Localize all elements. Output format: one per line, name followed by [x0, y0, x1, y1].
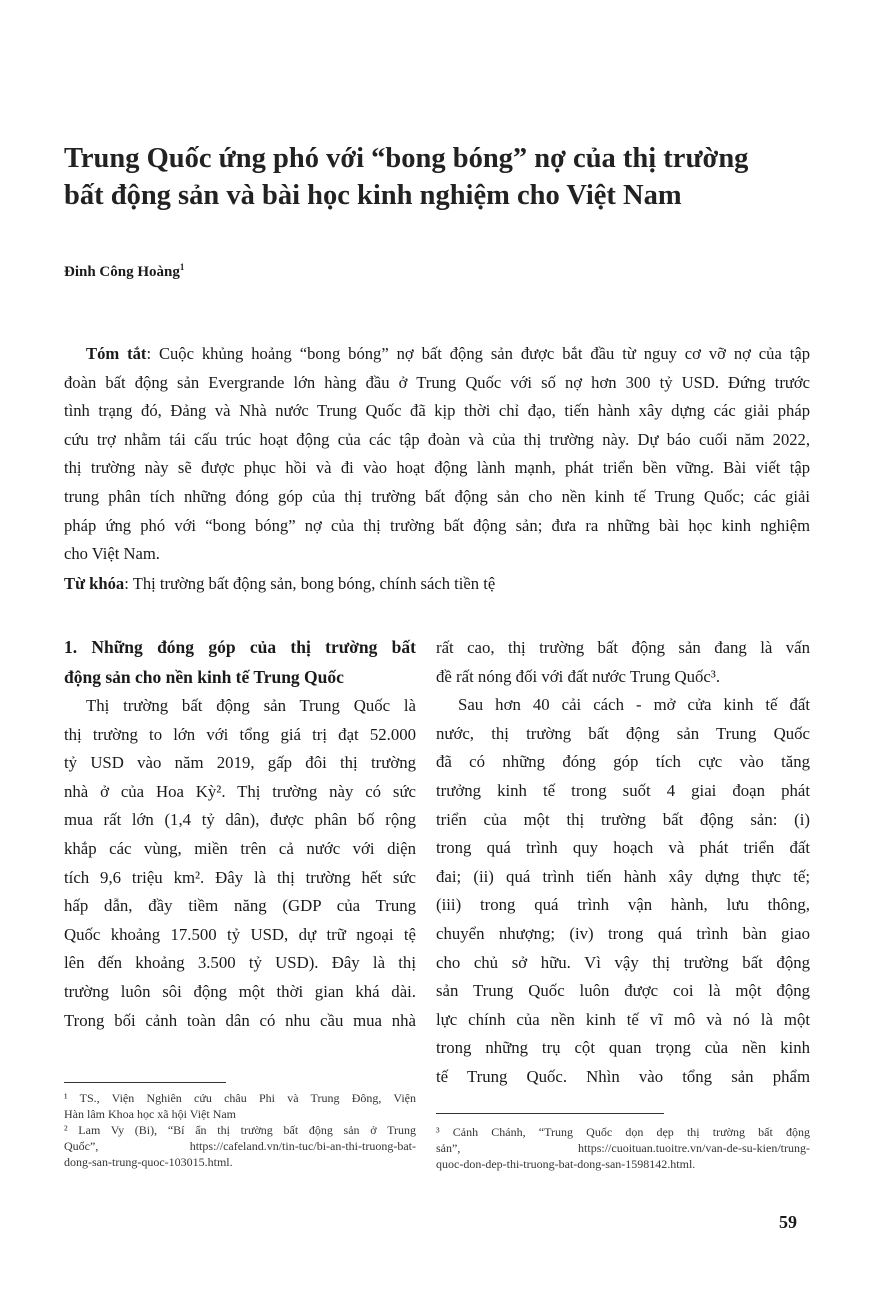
footnote-line: Quốc”, https://cafeland.vn/tin-tuc/bi-an-thi-truong-bat- [64, 1139, 416, 1153]
footnotes-left [64, 1090, 416, 1170]
body-line: khắp các vùng, miền trên cả nước với diện [64, 838, 416, 858]
abstract-label: Tóm tắt [86, 344, 147, 363]
body-line: lên đến khoảng 3.500 tỷ USD). Đây là thị [64, 953, 416, 973]
abstract-text: : Cuộc khủng hoảng “bong bóng” nợ bất động sản được bắt đầu từ nguy cơ vỡ nợ của tập [146, 344, 810, 363]
section-heading-line: 1. Những đóng góp của thị trường bất [64, 637, 416, 657]
body-line: mua rất lớn (1,4 tỷ dân), được phân bố rộng [64, 810, 416, 830]
title-line: bất động sản và bài học kinh nghiệm cho Việt Nam [64, 180, 682, 211]
body-line: nước, thị trường bất động sản Trung Quốc [436, 723, 810, 743]
footnote-line: dong-san-trung-quoc-103015.html. [64, 1155, 233, 1169]
footnote-line: quoc-don-dep-thi-truong-bat-dong-san-1598142.html. [436, 1157, 696, 1171]
body-line: chuyển nhượng; (iv) trong quá trình bàn giao [436, 923, 810, 943]
body-line: lực chính của nền kinh tế vĩ mô và nó là một [436, 1009, 810, 1029]
abstract-line: pháp ứng phó với “bong bóng” nợ của thị trường bất động sản; đưa ra những bài học kinh nghiệm [64, 515, 810, 535]
abstract-line: trung phân tích những đóng góp của thị trường bất động sản cho nền kinh tế Trung Quốc; các giải [64, 486, 810, 506]
abstract-line: tình trạng đó, Đảng và Nhà nước Trung Quốc đã kịp thời chỉ đạo, tiến hành xây dựng các giải pháp [64, 401, 810, 421]
body-line: tích 9,6 triệu km². Đây là thị trường hết sức [64, 867, 416, 887]
author-name: Đinh Công Hoàng [64, 264, 180, 280]
body-line: sản Trung Quốc luôn được coi là một động [436, 981, 810, 1001]
footnote-line: ³ Cảnh Chánh, “Trung Quốc dọn dẹp thị trường bất động [436, 1125, 810, 1139]
abstract-line [64, 340, 810, 369]
body-line: cho chủ sở hữu. Vì vậy thị trường bất động [436, 952, 810, 972]
body-line: đề rất nóng đối với đất nước Trung Quốc³. [436, 666, 721, 686]
footnote-line: ² Lam Vy (Bi), “Bí ẩn thị trường bất động sản ở Trung [64, 1123, 416, 1137]
keywords-text: : Thị trường bất động sản, bong bóng, chính sách tiền tệ [124, 574, 496, 593]
body-line: (iii) trong quá trình vận hành, lưu thông, [436, 895, 810, 915]
author-footnote-mark: 1 [179, 262, 185, 272]
abstract-line: cho Việt Nam. [64, 544, 160, 564]
body-line: trong những trụ cột quan trọng của nền kinh [436, 1038, 810, 1058]
title-line: Trung Quốc ứng phó với “bong bóng” nợ của thị trường [64, 143, 749, 174]
body-line: Quốc khoảng 17.500 tỷ USD, dự trữ ngoại tệ [64, 924, 416, 944]
left-column [64, 632, 416, 1035]
body-line: tế Trung Quốc. Nhìn vào tổng sản phẩm [436, 1066, 810, 1086]
section-heading-line: động sản cho nền kinh tế Trung Quốc [64, 667, 344, 687]
abstract-line: đoàn bất động sản Evergrande lớn hàng đầu ở Trung Quốc với số nợ hơn 300 tỷ USD. Đứng trước [64, 372, 810, 392]
right-column [436, 634, 810, 1092]
abstract-line: cứu trợ nhằm tái cấu trúc hoạt động của các tập đoàn và của thị trường này. Dự báo cuối năm 2022, [64, 429, 810, 449]
body-line: đai; (ii) quá trình tiến hành xây dựng thực tế; [436, 866, 810, 886]
article-title [64, 140, 824, 214]
body-line: Trong bối cảnh toàn dân có nhu cầu mua nhà [64, 1010, 416, 1030]
body-line: triển của một thị trường bất động sản: (i) [436, 809, 810, 829]
body-line: trưởng kinh tế trong suốt 4 giai đoạn phát [436, 780, 810, 800]
body-line: tỷ USD vào năm 2019, gấp đôi thị trường [64, 753, 416, 773]
body-line: trong quá trình quy hoạch và phát triển đất [436, 838, 810, 858]
keywords [64, 574, 495, 594]
footnote-line: sản”, https://cuoituan.tuoitre.vn/van-de-su-kien/trung- [436, 1141, 810, 1155]
footnote-divider [64, 1082, 226, 1083]
body-line: thị trường to lớn với tổng giá trị đạt 52.000 [64, 724, 416, 744]
body-line: Sau hơn 40 cải cách - mở cửa kinh tế đất [458, 695, 810, 715]
author [64, 262, 184, 281]
abstract-line: thị trường này sẽ được phục hồi và đi vào hoạt động lành mạnh, phát triển bền vững. Bài viết tập [64, 458, 810, 478]
abstract [64, 340, 810, 569]
footnote-divider [436, 1113, 664, 1114]
body-line: rất cao, thị trường bất động sản đang là vấn [436, 638, 810, 657]
body-line: Thị trường bất động sản Trung Quốc là [86, 696, 416, 715]
footnotes-right [436, 1124, 810, 1172]
body-line: trường luôn sôi động một thời gian khá dài. [64, 981, 416, 1001]
keywords-label: Từ khóa [64, 574, 125, 593]
footnote-line: Hàn lâm Khoa học xã hội Việt Nam [64, 1107, 237, 1121]
body-line: đã có những đóng góp tích cực vào tăng [436, 752, 810, 772]
body-line: nhà ở của Hoa Kỳ². Thị trường này có sức [64, 781, 416, 801]
page-number: 59 [779, 1212, 797, 1232]
footnote-line: ¹ TS., Viện Nghiên cứu châu Phi và Trung Đông, Viện [64, 1091, 416, 1105]
body-line: hấp dẫn, đầy tiềm năng (GDP của Trung [64, 896, 416, 916]
